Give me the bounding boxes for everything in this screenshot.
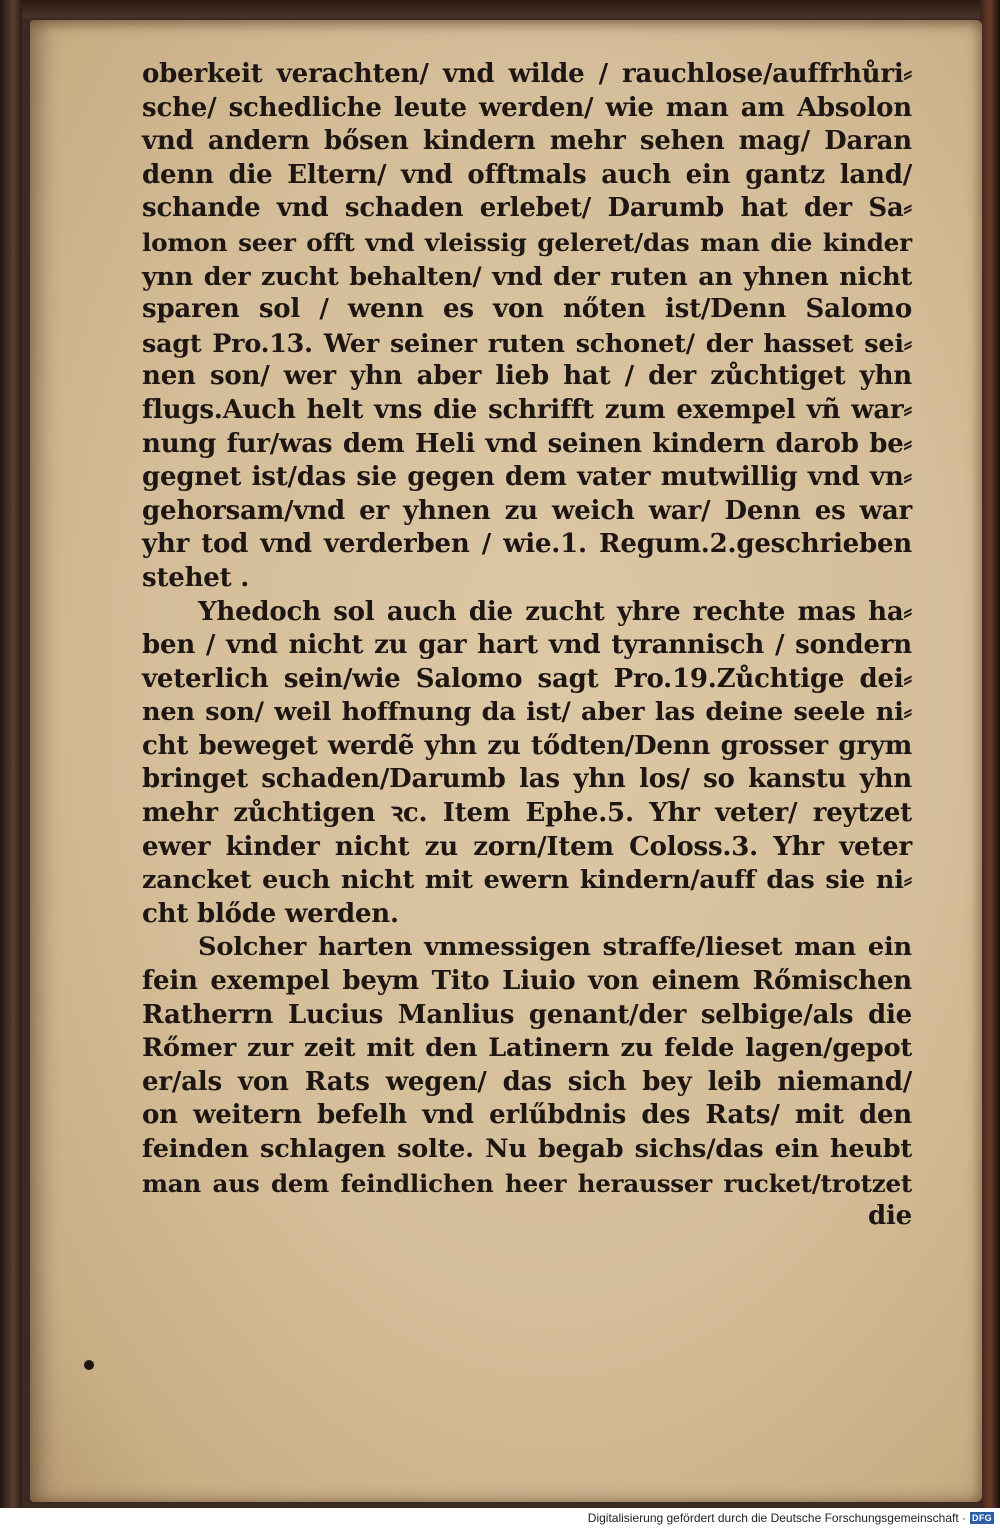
- text-line: gegnet ist/das sie gegen dem vater mutwillig vnd vn⸗: [142, 462, 912, 493]
- text-line: veterlich sein/wie Salomo sagt Pro.19.Zůchtige dei⸗: [142, 663, 912, 694]
- dfg-logo-icon: DFG: [970, 1512, 994, 1524]
- footer-bar: [0, 1508, 1000, 1528]
- text-line: gehorsam/vnd er yhnen zu weich war/ Denn es war: [142, 495, 912, 526]
- text-line: sagt Pro.13. Wer seiner ruten schonet/ der hasset sei⸗: [142, 327, 912, 358]
- text-line: man aus dem feindlichen heer herausser rucket/trotzet: [142, 1168, 912, 1198]
- text-line: cht beweget werdẽ yhn zu tődten/Denn grosser grym: [142, 730, 912, 761]
- text-line: Rőmer zur zeit mit den Latinern zu felde lagen/gepot: [142, 1033, 912, 1064]
- paragraph-start-line: Yhedoch sol auch die zucht yhre rechte mas ha⸗: [198, 596, 912, 627]
- text-line: feinden schlagen solte. Nu begab sichs/das ein heubt: [142, 1134, 912, 1164]
- text-line: zancket euch nicht mit ewern kindern/auff das sie ni⸗: [142, 865, 912, 896]
- text-line: Ratherrn Lucius Manlius genant/der selbige/als die: [142, 999, 912, 1030]
- book-edge-right: [980, 0, 1000, 1508]
- text-line: nung fur/was dem Heli vnd seinen kindern darob be⸗: [142, 428, 912, 459]
- text-line: on weitern befelh vnd erlűbdnis des Rats/ mit den: [142, 1100, 912, 1131]
- text-line: yhr tod vnd verderben / wie.1. Regum.2.geschrieben: [142, 529, 912, 560]
- ink-dot-mark: [84, 1360, 94, 1370]
- text-line: sparen sol / wenn es von nőten ist/Denn Salomo: [142, 294, 912, 325]
- text-line: lomon seer offt vnd vleissig geleret/das man die kinder: [142, 227, 912, 257]
- text-line: schande vnd schaden erlebet/ Darumb hat der Sa⸗: [142, 193, 912, 224]
- paragraph-start-line: Solcher harten vnmessigen straffe/lieset man ein: [198, 932, 912, 963]
- book-edge-top: [0, 0, 1000, 18]
- text-line: oberkeit verachten/ vnd wilde / rauchlose/auffrhůri⸗: [142, 59, 912, 89]
- book-binding-left: [0, 0, 22, 1508]
- footer-credit: Digitalisierung gefördert durch die Deutsche Forschungsgemeinschaft ·: [587, 1511, 966, 1525]
- text-line: ewer kinder nicht zu zorn/Item Coloss.3. Yhr veter: [142, 831, 912, 862]
- text-line: denn die Eltern/ vnd offtmals auch ein gantz land/: [142, 159, 912, 190]
- text-line: nen son/ weil hoffnung da ist/ aber las deine seele ni⸗: [142, 697, 912, 728]
- text-line: ynn der zucht behalten/ vnd der ruten an yhnen nicht: [142, 260, 912, 291]
- text-line: er/als von Rats wegen/ das sich bey leib niemand/: [142, 1066, 912, 1097]
- text-line: fein exempel beym Tito Liuio von einem Rőmischen: [142, 966, 912, 997]
- page-text: [142, 58, 912, 1234]
- paragraph-end-line: cht blőde werden.: [142, 898, 399, 929]
- text-line: nen son/ wer yhn aber lieb hat / der zůchtiget yhn: [142, 361, 912, 392]
- text-line: ben / vnd nicht zu gar hart vnd tyrannisch / sondern: [142, 630, 912, 661]
- text-line: sche/ schedliche leute werden/ wie man am Absolon: [142, 92, 912, 123]
- text-line: mehr zůchtigen ꝛc. Item Ephe.5. Yhr veter/ reytzet: [142, 798, 912, 829]
- catchword: die: [868, 1201, 912, 1232]
- text-line: bringet schaden/Darumb las yhn los/ so kanstu yhn: [142, 764, 912, 795]
- text-line: flugs.Auch helt vns die schrifft zum exempel vñ war⸗: [142, 394, 912, 425]
- paragraph-end-line: stehet .: [142, 562, 250, 593]
- text-line: vnd andern bősen kindern mehr sehen mag/ Daran: [142, 126, 912, 157]
